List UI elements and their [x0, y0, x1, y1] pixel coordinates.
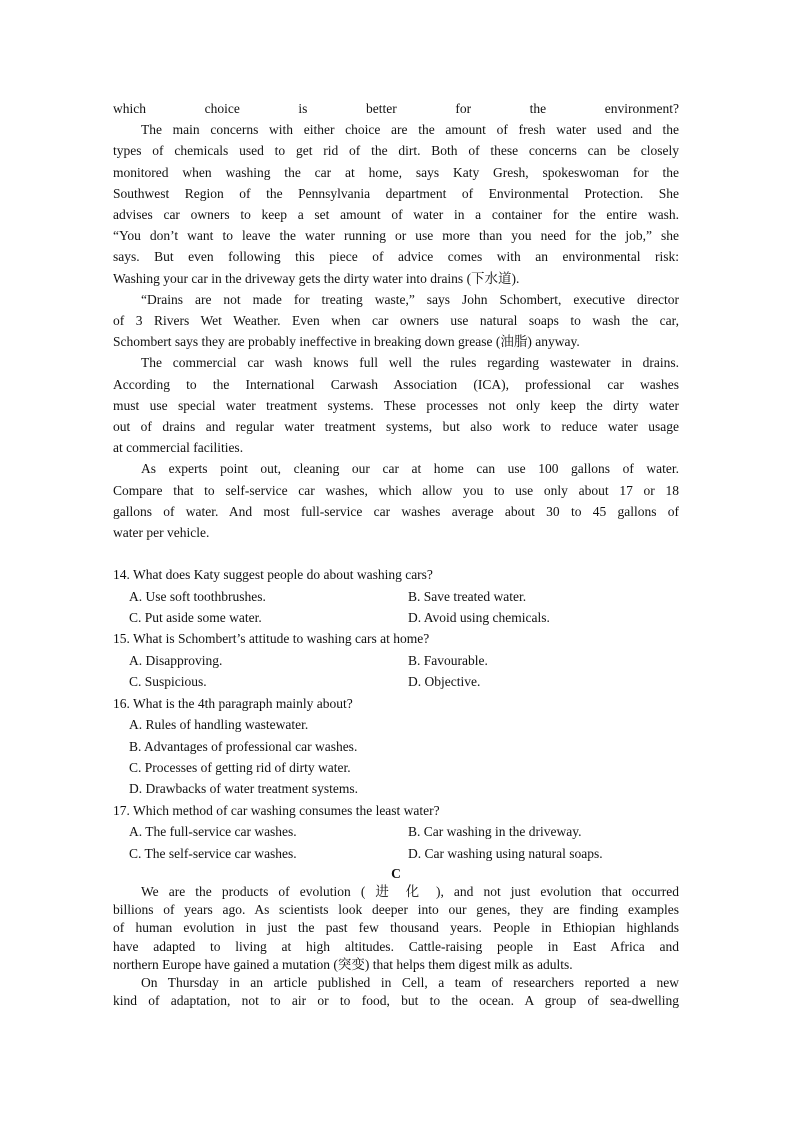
- option-b[interactable]: B. Save treated water.: [408, 588, 527, 604]
- question-17: [113, 800, 679, 864]
- passage-c-line: of human evolution in just the past few thousand years. People in Ethiopian highlands: [113, 920, 679, 936]
- passage-b-line: of 3 Rivers Wet Weather. Even when car owners use natural soaps to wash the car,: [113, 313, 679, 329]
- option-row: [113, 650, 679, 671]
- option-row: [113, 607, 679, 628]
- option-b[interactable]: B. Car washing in the driveway.: [408, 824, 582, 840]
- passage-b-line: Southwest Region of the Pennsylvania department of Environmental Protection. She: [113, 185, 679, 201]
- question-stem: 15. What is Schombert’s attitude to washing cars at home?: [113, 631, 430, 647]
- passage-c-line: We are the products of evolution ( 进 化 ), and not just evolution that occurred: [141, 883, 679, 899]
- document-page: [113, 98, 679, 1010]
- option-row: [113, 586, 679, 607]
- passage-c-line: billions of years ago. As scientists look deeper into our genes, they are finding examples: [113, 902, 679, 918]
- option-a[interactable]: A. The full-service car washes.: [129, 824, 297, 840]
- passage-b: [113, 98, 679, 543]
- passage-c: [113, 883, 679, 1010]
- passage-b-line: “Drains are not made for treating waste,” says John Schombert, executive director: [141, 291, 679, 307]
- passage-b-line: “You don’t want to leave the water running or use more than you need for the job,” she: [113, 228, 679, 244]
- passage-b-line: types of chemicals used to get rid of the dirt. Both of these concerns can be closely: [113, 143, 679, 159]
- passage-b-line: The main concerns with either choice are the amount of fresh water used and the: [141, 122, 679, 138]
- option-d[interactable]: D. Objective.: [408, 674, 481, 690]
- passage-c-line: have adapted to living at high altitudes. Cattle-raising people in East Africa and: [113, 938, 679, 954]
- option-row: [113, 821, 679, 842]
- section-heading: C: [391, 865, 401, 881]
- passage-b-line: The commercial car wash knows full well the rules regarding wastewater in drains.: [141, 355, 679, 371]
- passage-b-line: According to the International Carwash Association (ICA), professional car washes: [113, 376, 679, 392]
- option-b[interactable]: B. Favourable.: [408, 652, 488, 668]
- question-stem: 17. Which method of car washing consumes the least water?: [113, 802, 440, 818]
- passage-b-line: Schombert says they are probably ineffective in breaking down grease (油脂) anyway.: [113, 334, 580, 350]
- option-a[interactable]: A. Use soft toothbrushes.: [129, 588, 266, 604]
- passage-b-line: advises car owners to keep a set amount of water in a container for the entire wash.: [113, 207, 679, 223]
- question-stem: 16. What is the 4th paragraph mainly about?: [113, 695, 353, 711]
- question-14: [113, 564, 679, 628]
- question-15: [113, 628, 679, 692]
- passage-b-line: gallons of water. And most full-service car washes average about 30 to 45 gallons of: [113, 503, 679, 519]
- option-d[interactable]: D. Car washing using natural soaps.: [408, 845, 603, 861]
- passage-b-line: As experts point out, cleaning our car at home can use 100 gallons of water.: [141, 461, 679, 477]
- passage-b-line: Washing your car in the driveway gets the dirty water into drains (下水道).: [113, 270, 520, 286]
- passage-b-line: at commercial facilities.: [113, 440, 244, 456]
- passage-b-line: which choice is better for the environment?: [113, 101, 679, 116]
- passage-b-line: must use special water treatment systems. These processes not only keep the dirty water: [113, 397, 679, 413]
- question-stem: 14. What does Katy suggest people do about washing cars?: [113, 567, 433, 583]
- passage-b-line: Compare that to self-service car washes, which allow you to use only about 17 or 18: [113, 482, 679, 498]
- option-c[interactable]: C. Suspicious.: [129, 674, 207, 690]
- option-row: [113, 843, 679, 864]
- option-d[interactable]: D. Drawbacks of water treatment systems.: [129, 781, 359, 797]
- passage-c-line: On Thursday in an article published in Cell, a team of researchers reported a new: [141, 974, 679, 990]
- passage-c-line: kind of adaptation, not to air or to food, but to the ocean. A group of sea-dwelling: [113, 993, 679, 1009]
- passage-b-line: water per vehicle.: [113, 525, 210, 541]
- option-d[interactable]: D. Avoid using chemicals.: [408, 610, 550, 626]
- option-c[interactable]: C. The self-service car washes.: [129, 845, 297, 861]
- passage-c-line: northern Europe have gained a mutation (突变) that helps them digest milk as adults.: [113, 956, 573, 972]
- passage-b-line: out of drains and regular water treatment systems, but also work to reduce water usage: [113, 419, 679, 435]
- option-a[interactable]: A. Rules of handling wastewater.: [129, 717, 309, 733]
- option-c[interactable]: C. Processes of getting rid of dirty water.: [129, 759, 351, 775]
- spacer: [113, 543, 679, 564]
- option-c[interactable]: C. Put aside some water.: [129, 610, 262, 626]
- passage-b-line: says. But even following this piece of advice comes with an environmental risk:: [113, 249, 679, 265]
- option-a[interactable]: A. Disapproving.: [129, 652, 223, 668]
- passage-b-line: monitored when washing the car at home, says Katy Gresh, spokeswoman for the: [113, 164, 679, 180]
- question-16: [113, 693, 679, 800]
- option-row: [113, 671, 679, 692]
- option-b[interactable]: B. Advantages of professional car washes.: [129, 738, 358, 754]
